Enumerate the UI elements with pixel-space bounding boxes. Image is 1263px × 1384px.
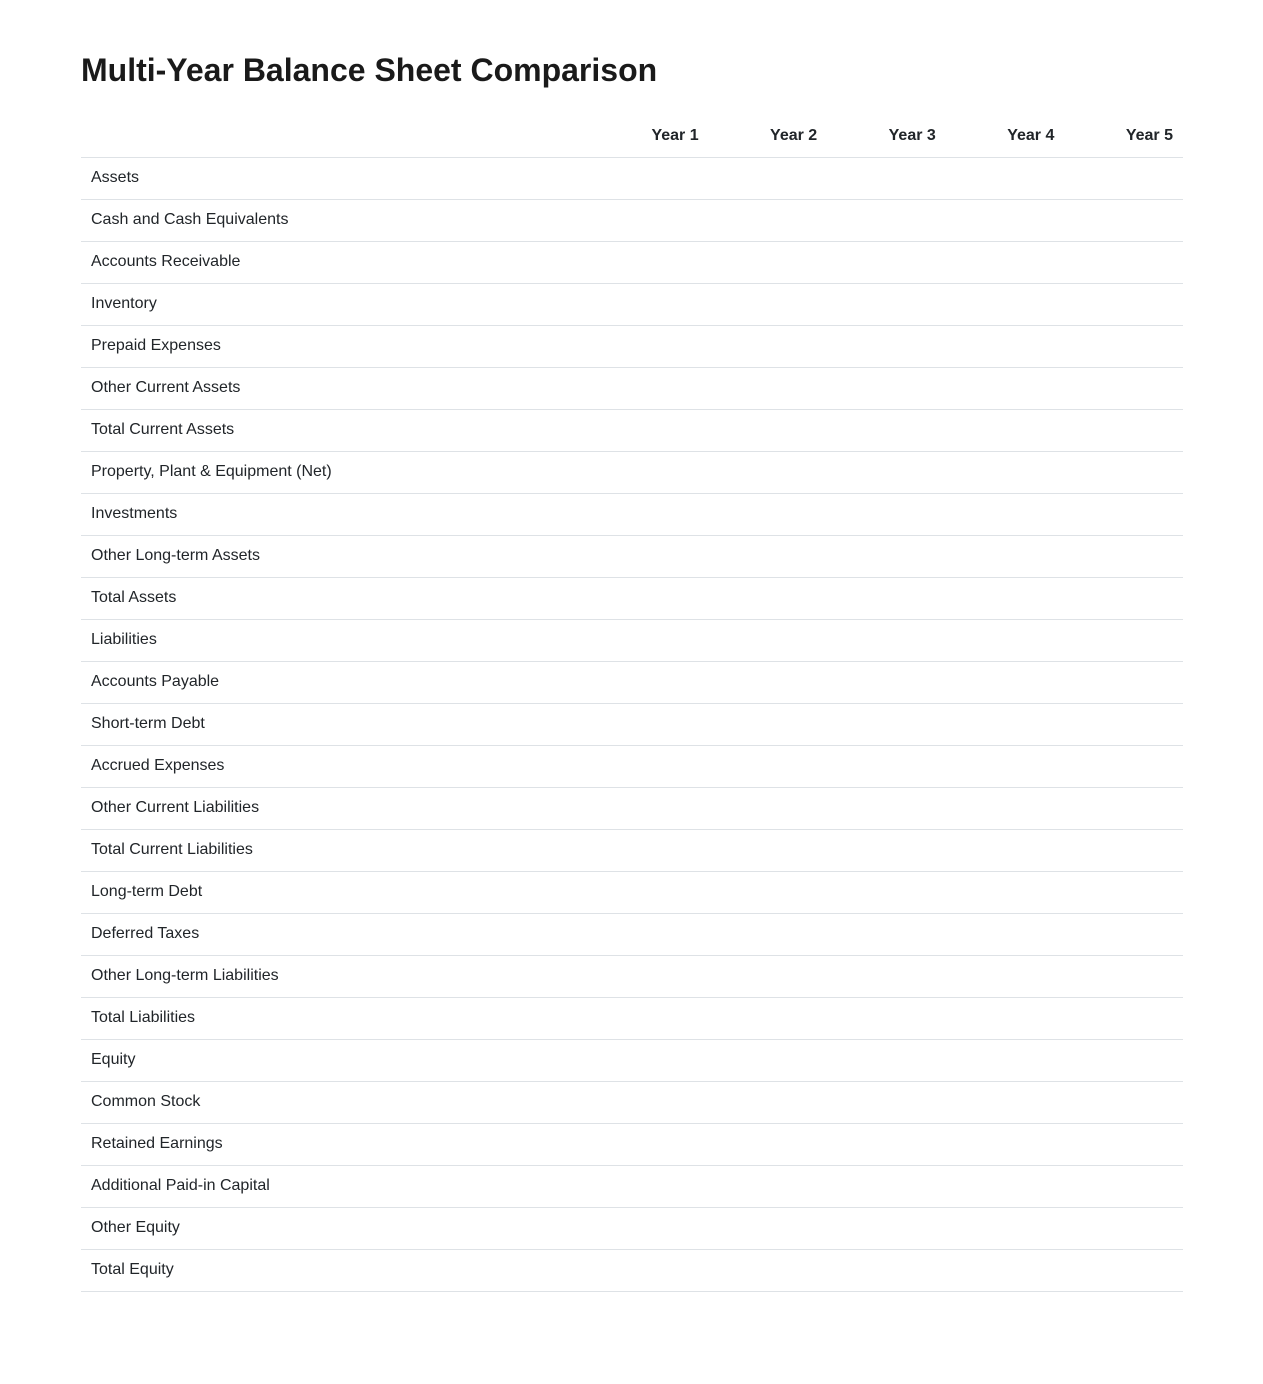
value-cell [827, 577, 946, 619]
value-cell [709, 1165, 828, 1207]
value-cell [709, 829, 828, 871]
value-cell [827, 1081, 946, 1123]
table-row [81, 745, 1183, 787]
table-row [81, 325, 1183, 367]
value-cell [590, 787, 709, 829]
value-cell [709, 1123, 828, 1165]
table-row [81, 871, 1183, 913]
value-cell [946, 535, 1065, 577]
row-label: Total Liabilities [81, 997, 590, 1039]
value-cell [946, 997, 1065, 1039]
row-label: Other Long-term Assets [81, 535, 590, 577]
row-label: Property, Plant & Equipment (Net) [81, 451, 590, 493]
value-cell [827, 955, 946, 997]
value-cell [590, 409, 709, 451]
value-cell [1064, 535, 1183, 577]
value-cell [709, 451, 828, 493]
value-cell [827, 367, 946, 409]
row-label: Total Equity [81, 1249, 590, 1291]
row-label: Accounts Payable [81, 661, 590, 703]
value-cell [827, 871, 946, 913]
row-label: Other Current Liabilities [81, 787, 590, 829]
value-cell [1064, 1123, 1183, 1165]
value-cell [946, 1207, 1065, 1249]
value-cell [946, 787, 1065, 829]
table-row [81, 157, 1183, 199]
table-header-row [81, 116, 1183, 158]
value-cell [827, 787, 946, 829]
value-cell [709, 157, 828, 199]
value-cell [1064, 745, 1183, 787]
year-column-header: Year 5 [1064, 116, 1183, 158]
value-cell [827, 493, 946, 535]
value-cell [946, 367, 1065, 409]
value-cell [709, 241, 828, 283]
table-body [81, 157, 1183, 1291]
value-cell [709, 619, 828, 661]
table-row [81, 913, 1183, 955]
table-row [81, 1081, 1183, 1123]
value-cell [1064, 829, 1183, 871]
value-cell [1064, 913, 1183, 955]
value-cell [590, 325, 709, 367]
table-row [81, 787, 1183, 829]
value-cell [590, 997, 709, 1039]
value-cell [946, 283, 1065, 325]
value-cell [590, 157, 709, 199]
value-cell [827, 283, 946, 325]
row-label: Short-term Debt [81, 703, 590, 745]
value-cell [946, 1039, 1065, 1081]
value-cell [827, 409, 946, 451]
value-cell [1064, 703, 1183, 745]
table-row [81, 451, 1183, 493]
value-cell [946, 703, 1065, 745]
value-cell [1064, 997, 1183, 1039]
table-row [81, 241, 1183, 283]
value-cell [946, 619, 1065, 661]
page-title: Multi-Year Balance Sheet Comparison [81, 52, 658, 88]
value-cell [709, 367, 828, 409]
value-cell [590, 1249, 709, 1291]
value-cell [1064, 325, 1183, 367]
value-cell [827, 451, 946, 493]
value-cell [946, 451, 1065, 493]
value-cell [827, 199, 946, 241]
value-cell [590, 577, 709, 619]
table-row [81, 829, 1183, 871]
value-cell [946, 829, 1065, 871]
value-cell [827, 1165, 946, 1207]
value-cell [709, 409, 828, 451]
value-cell [1064, 1081, 1183, 1123]
value-cell [946, 577, 1065, 619]
value-cell [827, 619, 946, 661]
value-cell [946, 493, 1065, 535]
value-cell [1064, 1207, 1183, 1249]
year-column-header: Year 3 [827, 116, 946, 158]
value-cell [1064, 199, 1183, 241]
value-cell [709, 787, 828, 829]
value-cell [590, 241, 709, 283]
row-label-column-header [81, 116, 590, 158]
value-cell [590, 1039, 709, 1081]
value-cell [1064, 157, 1183, 199]
row-label: Inventory [81, 283, 590, 325]
row-label: Cash and Cash Equivalents [81, 199, 590, 241]
table-row [81, 1207, 1183, 1249]
value-cell [1064, 661, 1183, 703]
value-cell [827, 745, 946, 787]
value-cell [590, 493, 709, 535]
value-cell [946, 871, 1065, 913]
value-cell [827, 1123, 946, 1165]
table-row [81, 1039, 1183, 1081]
table-row [81, 955, 1183, 997]
row-label: Prepaid Expenses [81, 325, 590, 367]
value-cell [590, 829, 709, 871]
row-label: Accounts Receivable [81, 241, 590, 283]
row-label: Additional Paid-in Capital [81, 1165, 590, 1207]
value-cell [590, 871, 709, 913]
value-cell [590, 535, 709, 577]
value-cell [1064, 451, 1183, 493]
value-cell [590, 1123, 709, 1165]
row-label: Investments [81, 493, 590, 535]
value-cell [827, 829, 946, 871]
value-cell [590, 1081, 709, 1123]
value-cell [709, 997, 828, 1039]
table-row [81, 1165, 1183, 1207]
value-cell [1064, 1249, 1183, 1291]
table-row [81, 199, 1183, 241]
row-label: Other Equity [81, 1207, 590, 1249]
value-cell [709, 493, 828, 535]
value-cell [709, 199, 828, 241]
value-cell [1064, 493, 1183, 535]
row-label: Liabilities [81, 619, 590, 661]
balance-sheet-table [81, 116, 1183, 1292]
value-cell [946, 1249, 1065, 1291]
value-cell [946, 661, 1065, 703]
row-label: Retained Earnings [81, 1123, 590, 1165]
value-cell [709, 871, 828, 913]
row-label: Total Current Liabilities [81, 829, 590, 871]
value-cell [827, 703, 946, 745]
value-cell [590, 661, 709, 703]
value-cell [946, 409, 1065, 451]
table-row [81, 1123, 1183, 1165]
table-row [81, 577, 1183, 619]
value-cell [827, 661, 946, 703]
table-row [81, 661, 1183, 703]
value-cell [709, 661, 828, 703]
value-cell [827, 1207, 946, 1249]
value-cell [827, 241, 946, 283]
value-cell [1064, 1165, 1183, 1207]
value-cell [946, 745, 1065, 787]
row-label: Long-term Debt [81, 871, 590, 913]
value-cell [709, 1039, 828, 1081]
table-row [81, 493, 1183, 535]
value-cell [946, 1123, 1065, 1165]
value-cell [1064, 871, 1183, 913]
row-label: Accrued Expenses [81, 745, 590, 787]
value-cell [1064, 409, 1183, 451]
value-cell [590, 913, 709, 955]
value-cell [1064, 1039, 1183, 1081]
table-row [81, 367, 1183, 409]
value-cell [709, 577, 828, 619]
value-cell [946, 199, 1065, 241]
value-cell [590, 745, 709, 787]
row-label: Deferred Taxes [81, 913, 590, 955]
value-cell [590, 283, 709, 325]
value-cell [827, 997, 946, 1039]
value-cell [709, 703, 828, 745]
value-cell [946, 157, 1065, 199]
value-cell [709, 1081, 828, 1123]
table-row [81, 997, 1183, 1039]
value-cell [827, 1249, 946, 1291]
year-column-header: Year 1 [590, 116, 709, 158]
value-cell [590, 1165, 709, 1207]
row-label: Assets [81, 157, 590, 199]
value-cell [709, 1207, 828, 1249]
value-cell [709, 1249, 828, 1291]
table-row [81, 1249, 1183, 1291]
table-header [81, 116, 1183, 158]
table-row [81, 283, 1183, 325]
value-cell [709, 955, 828, 997]
value-cell [590, 703, 709, 745]
value-cell [827, 1039, 946, 1081]
year-column-header: Year 2 [709, 116, 828, 158]
value-cell [1064, 787, 1183, 829]
value-cell [590, 619, 709, 661]
value-cell [1064, 367, 1183, 409]
value-cell [946, 913, 1065, 955]
value-cell [590, 955, 709, 997]
value-cell [590, 367, 709, 409]
value-cell [709, 745, 828, 787]
value-cell [709, 913, 828, 955]
row-label: Total Assets [81, 577, 590, 619]
row-label: Other Long-term Liabilities [81, 955, 590, 997]
row-label: Other Current Assets [81, 367, 590, 409]
value-cell [946, 1081, 1065, 1123]
value-cell [590, 1207, 709, 1249]
value-cell [946, 1165, 1065, 1207]
value-cell [827, 325, 946, 367]
value-cell [827, 913, 946, 955]
year-column-header: Year 4 [946, 116, 1065, 158]
table-row [81, 535, 1183, 577]
table-row [81, 703, 1183, 745]
value-cell [946, 325, 1065, 367]
value-cell [827, 535, 946, 577]
value-cell [590, 451, 709, 493]
table-row [81, 409, 1183, 451]
row-label: Total Current Assets [81, 409, 590, 451]
value-cell [1064, 241, 1183, 283]
value-cell [709, 325, 828, 367]
value-cell [1064, 619, 1183, 661]
value-cell [946, 241, 1065, 283]
value-cell [1064, 283, 1183, 325]
value-cell [1064, 577, 1183, 619]
value-cell [1064, 955, 1183, 997]
table-row [81, 619, 1183, 661]
row-label: Equity [81, 1039, 590, 1081]
value-cell [590, 199, 709, 241]
value-cell [827, 157, 946, 199]
value-cell [709, 535, 828, 577]
value-cell [709, 283, 828, 325]
row-label: Common Stock [81, 1081, 590, 1123]
value-cell [946, 955, 1065, 997]
